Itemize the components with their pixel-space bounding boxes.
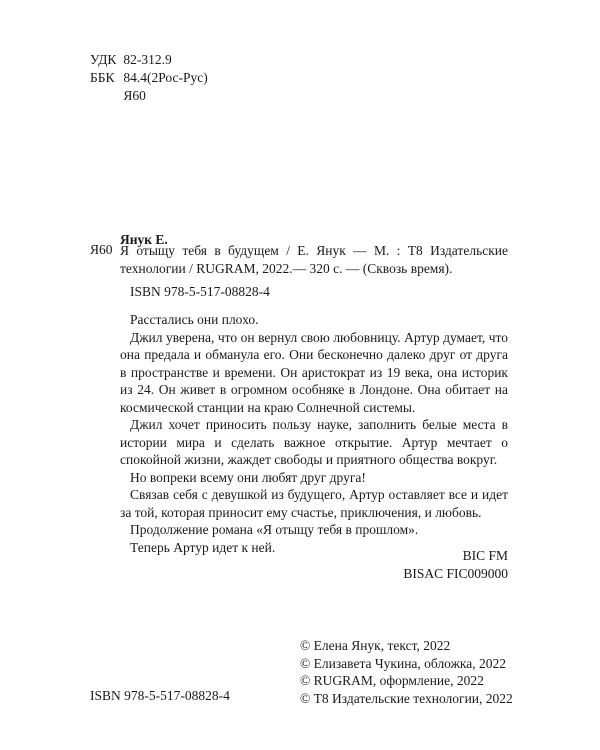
author-mark-row (90, 88, 146, 104)
copyright-line: © Елизавета Чукина, обложка, 2022 (300, 655, 507, 671)
annotation-paragraph: Теперь Артур идет к ней. (130, 539, 276, 555)
bisac-code: BISAC FIC009000 (403, 565, 508, 581)
udk-label: УДК (90, 52, 117, 67)
isbn-bottom: ISBN 978-5-517-08828-4 (90, 688, 230, 703)
udk-row (90, 52, 172, 68)
bibliographic-code: Я60 (90, 242, 113, 257)
copyright-line: © Елена Янук, текст, 2022 (300, 638, 451, 653)
subject-codes (403, 547, 508, 582)
copyright-line: © RUGRAM, оформление, 2022 (300, 673, 484, 688)
bbk-row (90, 70, 208, 86)
bibliographic-description: Я отыщу тебя в будущем / Е. Янук — М. : Т8 Издательские технологии / RUGRAM, 2022.— 320 с. — (Сквозь время). (120, 243, 508, 276)
bic-code: BIC FM (462, 548, 508, 563)
annotation-paragraph: Продолжение романа «Я отыщу тебя в прошлом». (130, 522, 419, 537)
annotation-paragraph: Связав себя с девушкой из будущего, Артур оставляет все и идет за той, которая приносит ему счастье, приключения, и любовь. (120, 487, 508, 520)
author-heading: Янук Е. (120, 232, 168, 247)
copyright-line: © Т8 Издательские технологии, 2022 (300, 690, 513, 706)
author-mark: Я60 (123, 88, 146, 103)
annotation-paragraph: Расстались они плохо. (130, 312, 259, 327)
bbk-value: 84.4(2Рос-Рус) (123, 70, 208, 85)
annotation (120, 311, 508, 556)
bbk-label: ББК (90, 70, 115, 85)
annotation-paragraph: Джил уверена, что он вернул свою любовницу. Артур думает, что она предала и обманула его. Они бесконечно далеко друг от друга в пространстве и времени. Он аристократ из 19 века, она историк из 24. Он живет в огромном особняке в Лондоне. Она обитает на космической станции на краю Солнечной системы. (120, 329, 508, 415)
annotation-paragraph: Джил хочет приносить пользу науке, заполнить белые места в истории мира и сделать важное открытие. Артур мечтает о спокойной жизни, жаждет свободы и приятного общества вокруг. (120, 417, 508, 467)
annotation-paragraph: Но вопреки всему они любят друг друга! (130, 469, 366, 485)
udk-value: 82-312.9 (123, 52, 172, 67)
isbn-top: ISBN 978-5-517-08828-4 (130, 284, 270, 299)
copyright-block (300, 637, 513, 707)
